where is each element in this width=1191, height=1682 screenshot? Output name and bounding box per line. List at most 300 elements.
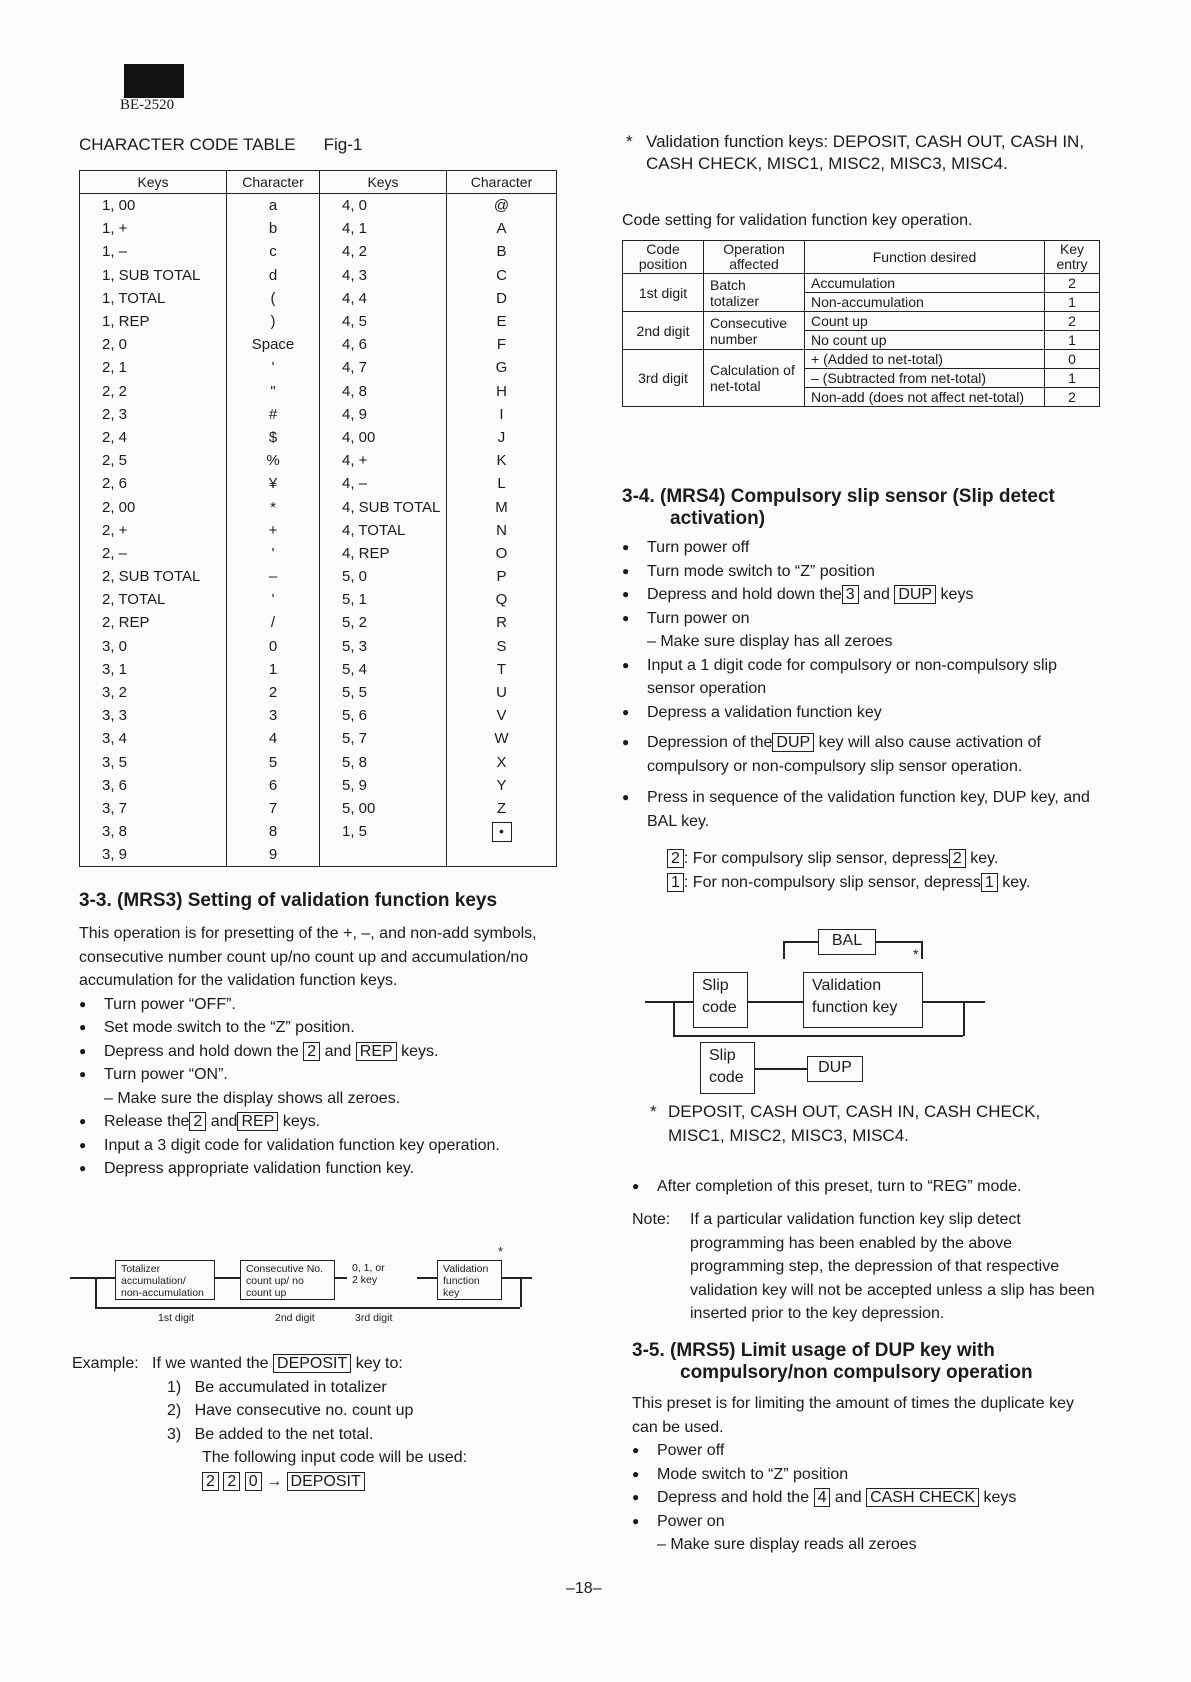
option-text: key. — [970, 850, 999, 867]
page-number: –18– — [566, 1580, 602, 1597]
table-cell: A — [447, 217, 557, 240]
step-text: Release the — [104, 1113, 190, 1130]
note-star: * — [626, 132, 633, 151]
table-cell: 4, 8 — [320, 380, 447, 403]
diag-line — [748, 1001, 803, 1003]
step-item: ● Mode switch to “Z” position — [632, 1463, 1102, 1487]
example-block — [72, 1352, 552, 1493]
key-rep: REP — [356, 1042, 397, 1061]
table-cell: ( — [227, 287, 320, 310]
table-cell: 5, 4 — [320, 658, 447, 681]
table-cell: 2, 4 — [80, 426, 227, 449]
table-cell: 2, 3 — [80, 403, 227, 426]
flow-connector — [417, 1277, 437, 1279]
table-row — [80, 774, 557, 797]
step-text: Depress and hold down the — [104, 1042, 299, 1060]
key-dup: DUP — [772, 733, 814, 752]
col-header: Key entry — [1045, 241, 1100, 274]
bal-key-box: BAL — [818, 929, 876, 955]
section-3-5 — [632, 1340, 1102, 1557]
table-cell: 5, 8 — [320, 751, 447, 774]
step-text: key will also cause activation of compulsory or non-compulsory slip sensor operation. — [647, 734, 1041, 775]
flow-label-1st: 1st digit — [158, 1312, 195, 1324]
table-cell: L — [447, 472, 557, 495]
flow-loop-bottom — [95, 1307, 520, 1309]
table-cell: $ — [227, 426, 320, 449]
table-header-row — [80, 171, 557, 194]
table-row — [80, 751, 557, 774]
table-cell: 4, + — [320, 449, 447, 472]
table-row — [80, 565, 557, 588]
table-row — [80, 333, 557, 356]
table-cell: 2, – — [80, 542, 227, 565]
table-cell: 4, 1 — [320, 217, 447, 240]
flow-digit-keys-line2: 2 key — [352, 1274, 378, 1286]
table-cell: 2, 1 — [80, 356, 227, 379]
table-cell: 9 — [227, 843, 320, 867]
step-item — [622, 731, 1100, 778]
table-cell: 1, REP — [80, 310, 227, 333]
example-item: Be accumulated in totalizer — [194, 1378, 387, 1396]
table-row — [80, 681, 557, 704]
table-cell: 2, TOTAL — [80, 588, 227, 611]
diag-line — [783, 941, 818, 943]
table-row — [80, 356, 557, 379]
table-cell: 2, 6 — [80, 472, 227, 495]
table-cell: W — [447, 727, 557, 750]
section-title: 3-5. (MRS5) Limit usage of DUP key with compulsory/non compulsory operation — [632, 1340, 1033, 1383]
table-cell: 5, 3 — [320, 635, 447, 658]
step-item: ● Power on — [632, 1510, 1102, 1534]
diag-star: * — [913, 946, 919, 962]
table-cell: 1, TOTAL — [80, 287, 227, 310]
table-cell: ' — [227, 542, 320, 565]
table-cell: 4, 0 — [320, 194, 447, 218]
brand-logo-block — [124, 64, 184, 98]
table-row — [80, 727, 557, 750]
char-table-header — [79, 135, 362, 155]
table-row — [80, 217, 557, 240]
table-cell: 7 — [227, 797, 320, 820]
table-cell: I — [447, 403, 557, 426]
cell: Consecutive number — [704, 312, 805, 350]
table-cell: T — [447, 658, 557, 681]
step-item: ● Set mode switch to the “Z” position. — [79, 1016, 559, 1040]
section-intro: This preset is for limiting the amount of times the duplicate key can be used. — [632, 1395, 1074, 1436]
diag-line — [673, 1001, 675, 1036]
table-row — [623, 312, 1100, 331]
flow-box-totalizer: Totalizer accumulation/ non-accumulation — [115, 1260, 215, 1300]
table-cell: 4, 7 — [320, 356, 447, 379]
table-cell: 4, 6 — [320, 333, 447, 356]
step-item: ● Turn power on — [622, 607, 1100, 631]
note-text: Validation function keys: DEPOSIT, CASH OUT, CASH IN, CASH CHECK, MISC1, MISC2, MISC3, MISC4. — [646, 132, 1085, 173]
table-cell: V — [447, 704, 557, 727]
table-cell: 1, SUB TOTAL — [80, 264, 227, 287]
table-cell: 1, – — [80, 240, 227, 263]
table-cell: 3, 6 — [80, 774, 227, 797]
table-cell: 4, SUB TOTAL — [320, 495, 447, 518]
table-cell: 1 — [227, 658, 320, 681]
key-deposit: DEPOSIT — [273, 1354, 351, 1373]
flow-box-digit-keys — [347, 1260, 417, 1300]
step-subnote: – Make sure display reads all zeroes — [657, 1536, 917, 1553]
flow-digit-keys-line1: 0, 1, or — [352, 1262, 385, 1274]
table-cell: 2, + — [80, 519, 227, 542]
table-cell: D — [447, 287, 557, 310]
diag-line — [673, 1035, 963, 1037]
table-cell: Z — [447, 797, 557, 820]
table-row — [80, 194, 557, 218]
step-text: and — [863, 586, 890, 603]
cell: Non-accumulation — [805, 293, 1045, 312]
col-header: Character — [227, 171, 320, 194]
table-cell: 3 — [227, 704, 320, 727]
table-cell: M — [447, 495, 557, 518]
table-row — [80, 495, 557, 518]
table-row — [80, 519, 557, 542]
example-label: Example: — [72, 1355, 139, 1372]
key-deposit: DEPOSIT — [287, 1472, 365, 1491]
table-cell: a — [227, 194, 320, 218]
table-cell: 5, 5 — [320, 681, 447, 704]
flow-star: * — [498, 1244, 504, 1259]
table-cell: 5, 0 — [320, 565, 447, 588]
step-list — [622, 536, 1100, 833]
flow-label-3rd: 3rd digit — [355, 1312, 393, 1324]
key-cash-check: CASH CHECK — [866, 1488, 979, 1507]
section-intro: This operation is for presetting of the +, –, and non-add symbols, consecutive number count up/no count up and accumulation/no accumulation for the validation function keys. — [79, 925, 537, 989]
step-text: and — [210, 1113, 238, 1130]
table-cell: * — [227, 495, 320, 518]
table-row — [80, 403, 557, 426]
cell: Non-add (does not affect net-total) — [805, 388, 1045, 407]
table-cell: 3, 0 — [80, 635, 227, 658]
table-cell: ¥ — [227, 472, 320, 495]
key-2: 2 — [189, 1112, 206, 1131]
table-cell: ' — [227, 356, 320, 379]
footnote-star: * — [650, 1102, 657, 1121]
table-cell: 2 — [227, 681, 320, 704]
slip-code-box-2: Slip code — [700, 1042, 755, 1094]
step-item: ● Input a 3 digit code for validation function key operation. — [79, 1134, 559, 1158]
key-1: 1 — [667, 873, 684, 892]
table-row — [80, 542, 557, 565]
key-2: 2 — [202, 1472, 219, 1491]
table-cell: B — [447, 240, 557, 263]
key-options — [622, 847, 1100, 894]
table-cell: – — [227, 565, 320, 588]
table-cell: Y — [447, 774, 557, 797]
step-text: Depress and hold down the — [647, 586, 842, 603]
step-list — [632, 1439, 1102, 1557]
validation-key-box: Validation function key — [803, 972, 923, 1028]
table-row — [623, 350, 1100, 369]
step-text: keys. — [401, 1042, 439, 1060]
step-list — [79, 993, 559, 1181]
table-cell: Space — [227, 333, 320, 356]
table-cell: 5, 1 — [320, 588, 447, 611]
step-text: keys — [940, 586, 974, 603]
table-cell: 3, 9 — [80, 843, 227, 867]
cell: 2 — [1045, 274, 1100, 293]
step-text: keys. — [282, 1113, 321, 1130]
col-header: Keys — [320, 171, 447, 194]
example-item: Have consecutive no. count up — [194, 1402, 414, 1419]
option-text: key. — [1002, 873, 1031, 891]
key-2: 2 — [667, 849, 684, 868]
key-3: 3 — [842, 585, 859, 604]
table-cell: 6 — [227, 774, 320, 797]
table-cell: @ — [447, 194, 557, 218]
table-row — [80, 635, 557, 658]
key-2: 2 — [949, 849, 966, 868]
table-cell: 3, 5 — [80, 751, 227, 774]
key-1: 1 — [981, 873, 998, 892]
example-text: If we wanted the — [152, 1355, 269, 1372]
step-item: ● Turn power off — [622, 536, 1100, 560]
flow-arrow-in — [70, 1277, 115, 1279]
step-item: ● Depress a validation function key — [622, 701, 1100, 725]
table-row — [623, 274, 1100, 293]
table-row — [80, 449, 557, 472]
cell: 2 — [1045, 388, 1100, 407]
validation-code-table — [622, 240, 1100, 407]
table-cell: 4 — [227, 727, 320, 750]
example-text: key to: — [355, 1355, 403, 1372]
table-cell: 3, 2 — [80, 681, 227, 704]
table-cell: ' — [227, 588, 320, 611]
model-number: BE-2520 — [120, 97, 175, 113]
dot-key-icon: • — [492, 822, 512, 842]
step-text: and — [324, 1042, 352, 1060]
table-row — [80, 310, 557, 333]
cell: Batch totalizer — [704, 274, 805, 312]
table-row — [80, 820, 557, 843]
table-cell: 4, 5 — [320, 310, 447, 333]
cell: 2 — [1045, 312, 1100, 331]
table-cell: S — [447, 635, 557, 658]
flow-arrow-out — [502, 1277, 532, 1279]
footnote-text: DEPOSIT, CASH OUT, CASH IN, CASH CHECK, MISC1, MISC2, MISC3, MISC4. — [668, 1102, 1041, 1145]
example-code-sequence — [72, 1470, 552, 1494]
col-header: Code position — [623, 241, 704, 274]
cell: 2nd digit — [623, 312, 704, 350]
table-cell: / — [227, 611, 320, 634]
table-cell: 4, 2 — [320, 240, 447, 263]
table-row — [80, 797, 557, 820]
table-cell: 5, 7 — [320, 727, 447, 750]
table-row — [80, 658, 557, 681]
table-cell — [447, 843, 557, 867]
example-num: 1) — [167, 1378, 182, 1396]
dup-key-box: DUP — [807, 1056, 863, 1082]
table-cell: " — [227, 380, 320, 403]
cell: 1 — [1045, 331, 1100, 350]
table-cell: Q — [447, 588, 557, 611]
note-body: If a particular validation function key slip detect programming has been enabled by the above programming step, the depression of that respective validation key will not be accepted unless a slip has been inserted prior to the key depression. — [690, 1211, 1095, 1322]
arrow-icon: → — [266, 1472, 283, 1490]
table-cell: 5, 2 — [320, 611, 447, 634]
flow-box-consecutive: Consecutive No. count up/ no count up — [240, 1260, 335, 1300]
step-item — [632, 1486, 1102, 1510]
example-num: 2) — [167, 1402, 182, 1419]
table-cell: 4, TOTAL — [320, 519, 447, 542]
option-text: : For non-compulsory slip sensor, depress — [683, 873, 981, 891]
diag-line — [645, 1001, 693, 1003]
table-cell: 8 — [227, 820, 320, 843]
step-subnote: – Make sure display has all zeroes — [647, 633, 893, 650]
example-item: Be added to the net total. — [194, 1425, 374, 1443]
table-cell: ) — [227, 310, 320, 333]
table-cell: 4, 3 — [320, 264, 447, 287]
step-item — [622, 583, 1100, 607]
table-cell: 0 — [227, 635, 320, 658]
table-cell: 4, 9 — [320, 403, 447, 426]
table-cell: 1, + — [80, 217, 227, 240]
diag-line — [876, 941, 921, 943]
table-cell: H — [447, 380, 557, 403]
table-cell: 2, 0 — [80, 333, 227, 356]
table-cell: 4, – — [320, 472, 447, 495]
flow-loop-left — [95, 1277, 97, 1307]
table-cell: 5 — [227, 751, 320, 774]
example-code-intro: The following input code will be used: — [202, 1449, 468, 1466]
key-2: 2 — [303, 1042, 320, 1061]
cell: 3rd digit — [623, 350, 704, 407]
step-item — [79, 1110, 559, 1134]
step-item: ● Press in sequence of the validation function key, DUP key, and BAL key. — [622, 786, 1100, 833]
table-header-row — [623, 241, 1100, 274]
table-cell: 4, 4 — [320, 287, 447, 310]
cell: No count up — [805, 331, 1045, 350]
section-3-3 — [79, 890, 559, 1181]
step-item: ● Depress appropriate validation function key. — [79, 1157, 559, 1181]
diag-line — [783, 941, 785, 959]
table-cell: F — [447, 333, 557, 356]
option-non-compulsory — [667, 871, 1100, 895]
key-rep: REP — [237, 1112, 278, 1131]
section-title: 3-3. (MRS3) Setting of validation function keys — [79, 890, 498, 911]
table-cell: # — [227, 403, 320, 426]
table-cell: 2, 5 — [80, 449, 227, 472]
table-row — [80, 588, 557, 611]
table-cell: 2, 2 — [80, 380, 227, 403]
table-cell: 3, 3 — [80, 704, 227, 727]
table-cell: G — [447, 356, 557, 379]
section-3-4 — [622, 486, 1100, 894]
table-row — [80, 240, 557, 263]
table-cell: 5, 9 — [320, 774, 447, 797]
table-cell: 2, 00 — [80, 495, 227, 518]
mrs4-sequence-diagram — [645, 922, 1025, 1102]
fig-label: Fig-1 — [323, 135, 363, 154]
col-header: Function desired — [805, 241, 1045, 274]
col-header: Character — [447, 171, 557, 194]
table-cell: C — [447, 264, 557, 287]
table-row — [80, 843, 557, 867]
step-item: ● Turn mode switch to “Z” position — [622, 560, 1100, 584]
table-cell — [447, 820, 557, 843]
validation-keys-note — [626, 131, 1101, 175]
step-text: keys — [983, 1489, 1017, 1506]
after-step — [632, 1175, 1102, 1199]
table-cell: R — [447, 611, 557, 634]
table-cell: 4, REP — [320, 542, 447, 565]
table-row — [80, 287, 557, 310]
step-text: and — [834, 1489, 862, 1506]
table-cell: d — [227, 264, 320, 287]
table-cell: U — [447, 681, 557, 704]
code-setting-title: Code setting for validation function key operation. — [622, 212, 973, 229]
table-cell: c — [227, 240, 320, 263]
key-4: 4 — [814, 1488, 831, 1507]
table-cell: P — [447, 565, 557, 588]
table-cell: X — [447, 751, 557, 774]
diag-line — [923, 1001, 985, 1003]
table-cell: 1, 00 — [80, 194, 227, 218]
cell: + (Added to net-total) — [805, 350, 1045, 369]
table-cell — [320, 843, 447, 867]
table-cell: + — [227, 519, 320, 542]
flow-connector — [335, 1277, 347, 1279]
option-text: : For compulsory slip sensor, depress — [683, 850, 949, 867]
key-2: 2 — [223, 1472, 240, 1491]
table-row — [80, 380, 557, 403]
mrs3-flow-diagram — [70, 1242, 570, 1337]
table-cell: J — [447, 426, 557, 449]
cell: Accumulation — [805, 274, 1045, 293]
table-cell: b — [227, 217, 320, 240]
table-cell: 5, 00 — [320, 797, 447, 820]
table-cell: K — [447, 449, 557, 472]
step-text: Depression of the — [647, 734, 773, 751]
step-item — [79, 1040, 559, 1064]
step-text: Depress and hold the — [657, 1489, 810, 1506]
char-table-title: CHARACTER CODE TABLE — [79, 135, 296, 154]
note-label: Note: — [632, 1211, 671, 1228]
slip-code-box-1: Slip code — [693, 972, 748, 1028]
table-row — [80, 704, 557, 727]
diagram-footnote — [650, 1100, 1098, 1147]
table-cell: 5, 6 — [320, 704, 447, 727]
step-item: ● Turn power “OFF”. — [79, 993, 559, 1017]
diag-line — [921, 941, 923, 959]
table-cell: 1, 5 — [320, 820, 447, 843]
table-cell: 3, 8 — [80, 820, 227, 843]
table-cell: % — [227, 449, 320, 472]
cell: Count up — [805, 312, 1045, 331]
cell: – (Subtracted from net-total) — [805, 369, 1045, 388]
col-header: Keys — [80, 171, 227, 194]
table-row — [80, 264, 557, 287]
table-row — [80, 426, 557, 449]
note-block — [632, 1208, 1102, 1326]
step-item: ● Turn power “ON”. — [79, 1063, 559, 1087]
table-cell: N — [447, 519, 557, 542]
cell: 1 — [1045, 293, 1100, 312]
key-dup: DUP — [894, 585, 936, 604]
table-cell: 2, SUB TOTAL — [80, 565, 227, 588]
table-cell: 2, REP — [80, 611, 227, 634]
table-cell: 3, 7 — [80, 797, 227, 820]
table-cell: 4, 00 — [320, 426, 447, 449]
step-item: ● Input a 1 digit code for compulsory or non-compulsory slip sensor operation — [622, 654, 1100, 701]
table-cell: O — [447, 542, 557, 565]
flow-loop-right — [520, 1277, 522, 1307]
example-num: 3) — [167, 1425, 182, 1443]
table-cell: 3, 4 — [80, 727, 227, 750]
